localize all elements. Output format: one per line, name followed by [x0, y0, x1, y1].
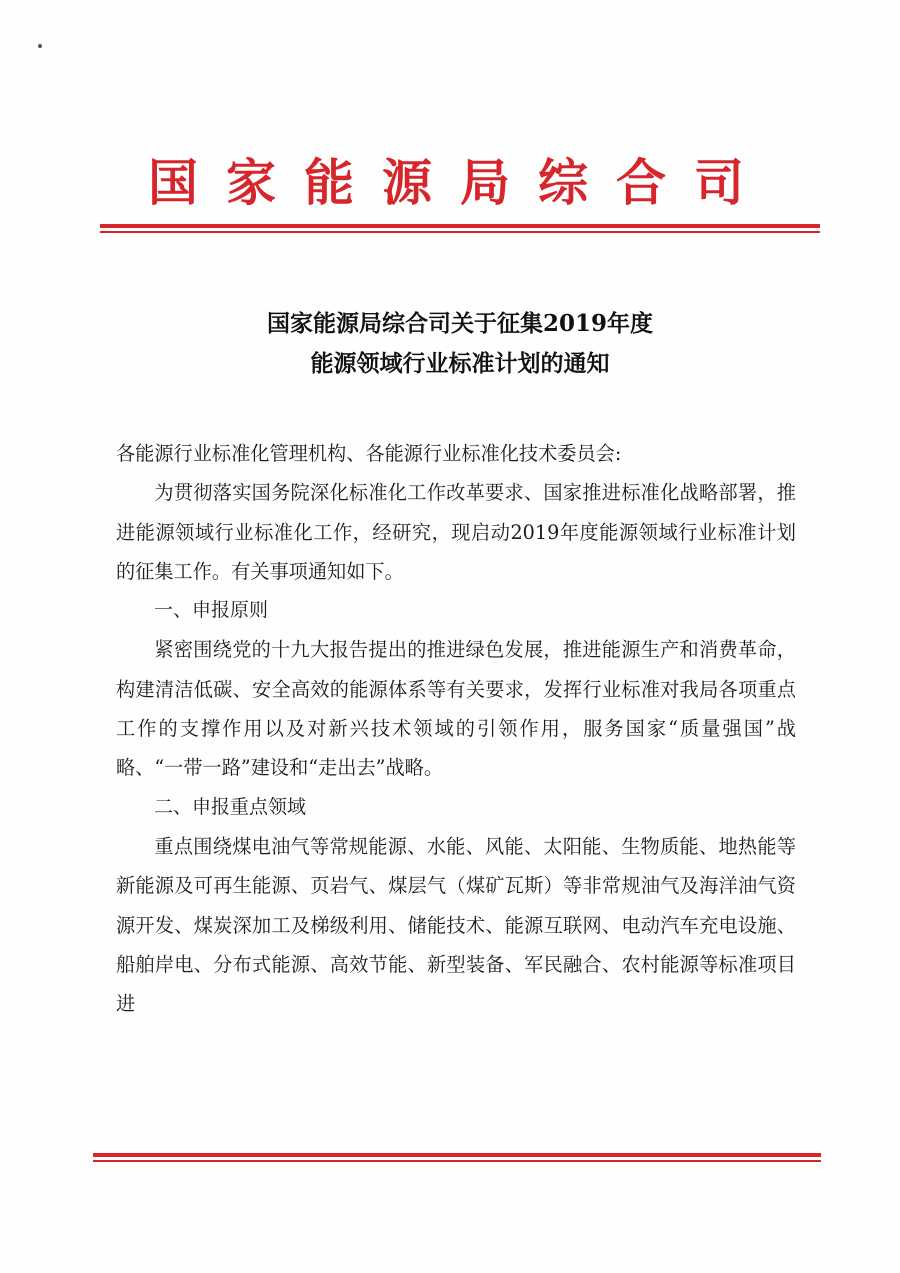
- document-title: [100, 304, 820, 384]
- scan-speck: [38, 44, 42, 48]
- masthead-rule-thin: [100, 231, 820, 233]
- section1-paragraph: 紧密围绕党的十九大报告提出的推进绿色发展，推进能源生产和消费革命，构建清洁低碳、安全高效的能源体系等有关要求，发挥行业标准对我局各项重点工作的支撑作用以及对新兴技术领域的引领作用，服务国家“质量强国”战略、“一带一路”建设和“走出去”战略。: [116, 638, 796, 780]
- section1-heading: 一、申报原则: [154, 599, 269, 622]
- footer-rule-thin: [93, 1160, 821, 1162]
- document-title-line2: 能源领域行业标准计划的通知: [310, 350, 610, 377]
- footer-rule-thick: [93, 1153, 821, 1157]
- section2-heading: 二、申报重点领域: [154, 795, 307, 818]
- masthead-title: 国家能源局综合司: [148, 154, 772, 212]
- document-title-line1: 国家能源局综合司关于征集2019年度: [266, 310, 653, 337]
- document-body: [116, 434, 796, 1023]
- masthead-rule: [100, 224, 820, 233]
- masthead-rule-thick: [100, 224, 820, 228]
- footer-rule: [93, 1153, 821, 1162]
- intro-paragraph: 为贯彻落实国务院深化标准化工作改革要求、国家推进标准化战略部署，推进能源领域行业标准化工作，经研究，现启动2019年度能源领域行业标准计划的征集工作。有关事项通知如下。: [116, 481, 796, 583]
- salutation: 各能源行业标准化管理机构、各能源行业标准化技术委员会:: [116, 442, 622, 465]
- section2-paragraph: 重点围绕煤电油气等常规能源、水能、风能、太阳能、生物质能、地热能等新能源及可再生能源、页岩气、煤层气（煤矿瓦斯）等非常规油气及海洋油气资源开发、煤炭深加工及梯级利用、储能技术、能源互联网、电动汽车充电设施、船舶岸电、分布式能源、高效节能、新型装备、军民融合、农村能源等标准项目进: [116, 834, 796, 1016]
